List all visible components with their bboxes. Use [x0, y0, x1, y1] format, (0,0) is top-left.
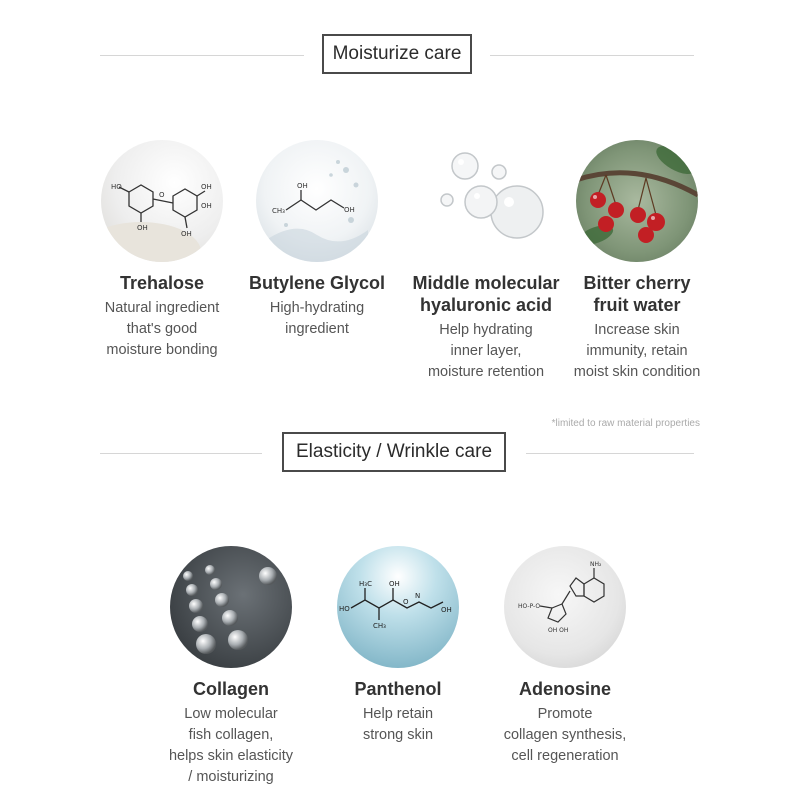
ingredient-name: Middle molecular hyaluronic acid [412, 273, 560, 315]
disclaimer-note: *limited to raw material properties [551, 418, 700, 429]
moisturize-care-header [0, 34, 800, 78]
ingredient-adenosine [485, 546, 645, 767]
svg-text:HO-P-O: HO-P-O [518, 603, 541, 610]
ingredient-description: High-hydrating ingredient [269, 300, 365, 337]
svg-text:N: N [415, 592, 421, 600]
ingredient-collagen [151, 546, 311, 788]
ingredient-name: Butylene Glycol [248, 273, 386, 293]
ingredient-description: Natural ingredient that's good moisture bonding [104, 300, 220, 358]
trehalose-molecule-image [101, 140, 223, 262]
elasticity-wrinkle-care-header [0, 432, 800, 476]
svg-text:HO: HO [111, 183, 122, 191]
svg-text:CH₃: CH₃ [373, 622, 386, 630]
ingredient-description: Help hydrating inner layer, moisture retention [427, 322, 545, 380]
ingredient-name: Trehalose [119, 273, 205, 293]
header-rule-right [526, 453, 694, 454]
ingredient-bitter-cherry [557, 140, 717, 383]
ingredient-description: Help retain strong skin [362, 706, 434, 743]
header-rule-left [100, 453, 262, 454]
ingredient-description: Increase skin immunity, retain moist skin condition [573, 322, 701, 380]
ingredient-name: Bitter cherry fruit water [583, 273, 691, 315]
ingredient-butylene-glycol [237, 140, 397, 340]
cherry-fruit-image [576, 140, 698, 262]
ingredient-name: Panthenol [354, 679, 442, 699]
ingredient-name: Collagen [192, 679, 269, 699]
svg-text:O: O [159, 191, 165, 199]
section-title: Elasticity / Wrinkle care [282, 432, 506, 472]
hyaluronic-bubbles-image [425, 140, 547, 262]
ingredient-description: Promote collagen synthesis, cell regeneration [503, 706, 627, 764]
panthenol-molecule-image [337, 546, 459, 668]
svg-text:OH OH: OH OH [548, 627, 569, 634]
svg-text:OH: OH [201, 183, 212, 191]
svg-text:OH: OH [389, 580, 400, 588]
ingredient-name: Adenosine [518, 679, 611, 699]
collagen-spheres-image [170, 546, 292, 668]
svg-text:CH₃: CH₃ [272, 207, 285, 215]
header-rule-left [100, 55, 304, 56]
svg-text:H₃C: H₃C [359, 580, 372, 588]
svg-text:OH: OH [441, 606, 452, 614]
svg-text:O: O [403, 598, 409, 606]
svg-text:OH: OH [201, 202, 212, 210]
svg-text:OH: OH [297, 182, 308, 190]
ingredient-trehalose [82, 140, 242, 361]
svg-text:OH: OH [137, 224, 148, 232]
butylene-glycol-water-splash-image [256, 140, 378, 262]
svg-text:NH₂: NH₂ [590, 561, 602, 568]
header-rule-right [490, 55, 694, 56]
section-title: Moisturize care [322, 34, 472, 74]
adenosine-powder-image [504, 546, 626, 668]
svg-text:HO: HO [339, 605, 350, 613]
svg-text:OH: OH [344, 206, 355, 214]
ingredient-panthenol [318, 546, 478, 746]
ingredient-hyaluronic-acid [406, 140, 566, 383]
ingredient-description: Low molecular fish collagen, helps skin elasticity / moisturizing [168, 706, 294, 785]
svg-text:OH: OH [181, 230, 192, 238]
